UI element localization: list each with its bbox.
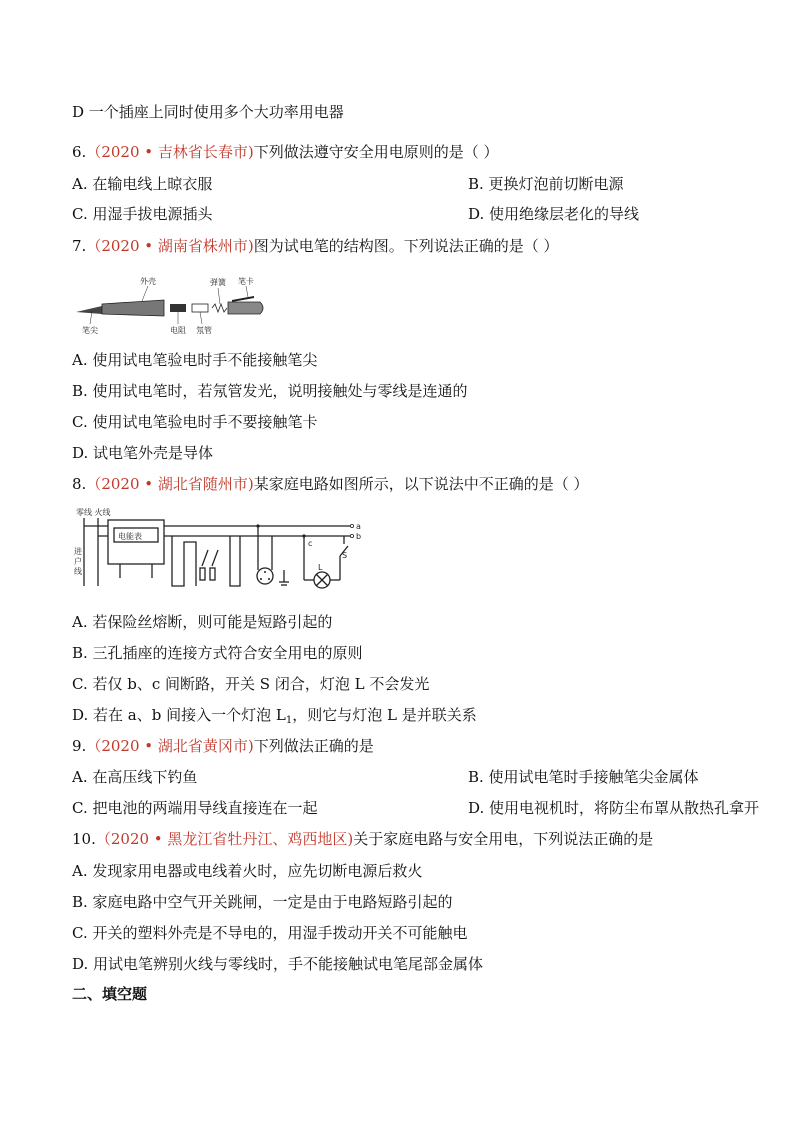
pen-clip bbox=[232, 296, 254, 302]
q9-options-row1 bbox=[72, 767, 699, 787]
q5-option-d: D 一个插座上同时使用多个大功率用电器 bbox=[72, 103, 344, 121]
label-b: b bbox=[356, 532, 362, 541]
q6-option-d: D. 使用绝缘层老化的导线 bbox=[468, 205, 640, 223]
q9-option-d: D. 使用电视机时，将防尘布罩从散热孔拿开 bbox=[468, 799, 760, 817]
label-meter: 电能表 bbox=[118, 532, 142, 541]
q8-stem: 8.（2020 • 湖北省随州市)某家庭电路如图所示，以下说法中不正确的是（ ） bbox=[72, 475, 589, 493]
q7-option-d: D. 试电笔外壳是导体 bbox=[72, 444, 214, 462]
q10-option-d: D. 用试电笔辨别火线与零线时，手不能接触试电笔尾部金属体 bbox=[72, 955, 484, 973]
label-shell: 外壳 bbox=[140, 277, 156, 286]
q7-option-b: B. 使用试电笔时，若氖管发光，说明接触处与零线是连通的 bbox=[72, 382, 468, 400]
q6-option-a: A. 在输电线上晾衣服 bbox=[72, 175, 213, 193]
q6-option-b: B. 更换灯泡前切断电源 bbox=[468, 175, 624, 193]
three-hole-socket bbox=[257, 568, 273, 584]
pen-neon-tube bbox=[192, 304, 208, 312]
section-title: 二、填空题 bbox=[72, 985, 148, 1003]
q10-option-b: B. 家庭电路中空气开关跳闸，一定是由于电路短路引起的 bbox=[72, 893, 453, 911]
label-entry-3: 线 bbox=[74, 567, 82, 576]
q9-options-row2 bbox=[72, 798, 760, 818]
q9-stem: 9.（2020 • 湖北省黄冈市)下列做法正确的是 bbox=[72, 737, 374, 755]
q9-option-a: A. 在高压线下钓鱼 bbox=[72, 768, 198, 786]
q6-options-row2 bbox=[72, 204, 640, 224]
label-spring: 弹簧 bbox=[210, 278, 226, 287]
label-entry-2: 户 bbox=[74, 557, 82, 566]
q10-option-c: C. 开关的塑料外壳是不导电的，用湿手拨动开关不可能触电 bbox=[72, 924, 468, 942]
fuse bbox=[200, 568, 205, 580]
label-c: c bbox=[308, 539, 313, 548]
pen-shell bbox=[102, 300, 164, 316]
q7-option-c: C. 使用试电笔验电时手不要接触笔卡 bbox=[72, 413, 318, 431]
q6-source: （2020 • 吉林省长春市) bbox=[86, 143, 254, 161]
q9-source: （2020 • 湖北省黄冈市) bbox=[86, 737, 254, 755]
label-tip: 笔尖 bbox=[82, 326, 98, 335]
q10-stem: 10.（2020 • 黑龙江省牡丹江、鸡西地区)关于家庭电路与安全用电，下列说法正确的是 bbox=[72, 830, 654, 848]
q7-option-a: A. 使用试电笔验电时手不能接触笔尖 bbox=[72, 351, 318, 369]
pen-tip bbox=[76, 306, 102, 314]
label-S: S bbox=[342, 551, 348, 560]
q7-source: （2020 • 湖南省株州市) bbox=[86, 237, 254, 255]
test-pen-diagram bbox=[72, 274, 272, 338]
label-L: L bbox=[318, 563, 323, 572]
label-wires: 零线 火线 bbox=[76, 508, 111, 517]
q10-option-a: A. 发现家用电器或电线着火时，应先切断电源后救火 bbox=[72, 862, 423, 880]
household-circuit-diagram bbox=[72, 506, 372, 606]
q6-option-c: C. 用湿手拔电源插头 bbox=[72, 205, 213, 223]
q10-source: （2020 • 黑龙江省牡丹江、鸡西地区) bbox=[95, 830, 354, 848]
label-entry-1: 进 bbox=[74, 547, 82, 556]
q9-option-c: C. 把电池的两端用导线直接连在一起 bbox=[72, 799, 318, 817]
label-a: a bbox=[356, 522, 361, 531]
q8-option-d: D. 若在 a、b 间接入一个灯泡 $L_1$，则它与灯泡 L 是并联关系 bbox=[72, 706, 477, 726]
q7-stem: 7.（2020 • 湖南省株州市)图为试电笔的结构图。下列说法正确的是（ ） bbox=[72, 237, 559, 255]
q8-source: （2020 • 湖北省随州市) bbox=[86, 475, 254, 493]
pen-spring bbox=[212, 304, 227, 312]
q6-options-row1 bbox=[72, 174, 624, 194]
q9-option-b: B. 使用试电笔时手接触笔尖金属体 bbox=[468, 768, 699, 786]
q8-option-b: B. 三孔插座的连接方式符合安全用电的原则 bbox=[72, 644, 363, 662]
label-resistor: 电阻 bbox=[170, 326, 186, 335]
main-switch bbox=[202, 550, 208, 566]
pen-cap bbox=[228, 302, 263, 314]
q8-option-c: C. 若仅 b、c 间断路，开关 S 闭合，灯泡 L 不会发光 bbox=[72, 675, 430, 693]
pen-resistor bbox=[170, 304, 186, 312]
label-neon: 氖管 bbox=[196, 326, 212, 335]
q6-stem: 6.（2020 • 吉林省长春市)下列做法遵守安全用电原则的是（ ） bbox=[72, 143, 499, 161]
q8-option-a: A. 若保险丝熔断，则可能是短路引起的 bbox=[72, 613, 333, 631]
label-clip: 笔卡 bbox=[238, 277, 254, 286]
